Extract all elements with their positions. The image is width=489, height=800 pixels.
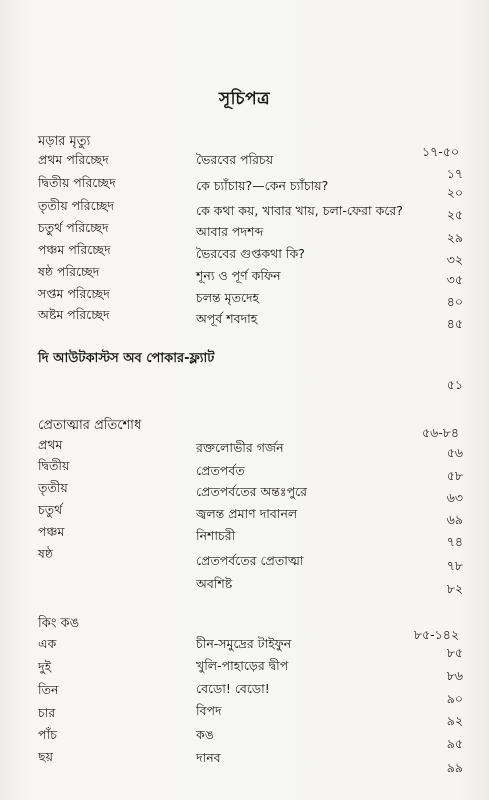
entry-title: অবশিষ্ট	[196, 576, 233, 591]
entry-page: ২০	[446, 185, 463, 200]
section-heading: প্রেতাত্মার প্রতিশোধ	[38, 418, 142, 433]
entry-page: ৪৫	[446, 316, 463, 331]
entry-page: ৫১	[446, 377, 463, 392]
entry-page: ৮৬	[446, 668, 463, 683]
section-page-range: ৫৬-৮৪	[422, 425, 459, 440]
entry-page: ৯০	[446, 691, 463, 706]
entry-title: রক্তলোভীর গর্জন	[196, 440, 284, 455]
entry-title: দানব	[196, 750, 221, 765]
entry-title: বিপদ	[196, 703, 222, 718]
entry-label: দ্বিতীয় পরিচ্ছেদ	[38, 175, 116, 190]
entry-page: ৯৫	[446, 736, 463, 751]
entry-label: প্রথম পরিচ্ছেদ	[38, 152, 109, 167]
entry-label: ছয়	[38, 749, 53, 764]
page-title: সূচিপত্র	[218, 89, 271, 109]
entry-title: খুলি-পাহাড়ের দ্বীপ	[196, 658, 289, 673]
entry-title: প্রেতপর্বতের অন্তঃপুরে	[196, 484, 307, 499]
section-page-range: ৮৫-১৪২	[413, 627, 459, 642]
entry-page: ৩২	[446, 252, 463, 267]
entry-title: কে চ্যাঁচায়?—কেন চ্যাঁচায়?	[196, 178, 329, 193]
entry-page: ৭৮	[446, 558, 463, 573]
entry-title: চীন-সমুদ্রের টাইফুন	[196, 636, 292, 651]
entry-label: ষষ্ঠ পরিচ্ছেদ	[38, 264, 100, 279]
entry-label: তৃতীয়	[38, 480, 68, 495]
entry-label: তিন	[38, 682, 59, 697]
entry-page: ৭৪	[446, 534, 463, 549]
entry-title: জ্বলন্ত প্রমাণ দাবানল	[196, 506, 298, 521]
entry-page: ১৭	[446, 166, 463, 181]
entry-title: কঙ	[196, 727, 214, 742]
entry-label: দুই	[38, 659, 52, 674]
entry-page: ৯২	[446, 713, 463, 728]
entry-page: ৮৫	[446, 645, 463, 660]
entry-page: ৩৫	[446, 272, 463, 287]
entry-label: প্রথম	[38, 437, 63, 452]
entry-page: ৬৯	[446, 512, 463, 527]
entry-page: ৫৬	[446, 445, 463, 460]
entry-label: অষ্টম পরিচ্ছেদ	[38, 307, 110, 322]
entry-title: প্রেতপর্বত	[196, 463, 245, 478]
entry-title: ভৈরবের গুপ্তকথা কি?	[196, 246, 305, 261]
section-heading: মড়ার মৃত্যু	[38, 134, 91, 149]
entry-title: শূন্য ও পূর্ণ কফিন	[196, 268, 281, 283]
entry-label: এক	[38, 636, 57, 651]
entry-page: ৮২	[446, 581, 463, 596]
entry-label: পঞ্চম পরিচ্ছেদ	[38, 242, 111, 257]
entry-page: ২৫	[446, 207, 463, 222]
entry-label: দ্বিতীয়	[38, 458, 70, 473]
entry-title: আবার পদশব্দ	[196, 224, 264, 239]
entry-title: প্রেতপর্বতের প্রেতাত্মা	[196, 553, 304, 568]
section-heading: দি আউটকাস্টস অব পোকার-ফ্ল্যাট	[38, 351, 215, 366]
entry-title: বেডো! বেডো!	[196, 681, 270, 696]
entry-page: ৯৯	[446, 760, 463, 775]
entry-title: চলন্ত মৃতদেহ	[196, 290, 260, 305]
entry-page: ৬৩	[446, 490, 463, 505]
entry-title: ভৈরবের পরিচয়	[196, 152, 274, 167]
entry-label: চতুর্থ পরিচ্ছেদ	[38, 220, 109, 235]
entry-label: চার	[38, 705, 56, 720]
entry-label: তৃতীয় পরিচ্ছেদ	[38, 198, 115, 213]
entry-title: নিশাচরী	[196, 528, 236, 543]
entry-page: ৫৮	[446, 468, 463, 483]
entry-label: চতুর্থ	[38, 502, 63, 517]
entry-title: কে কথা কয়, খাবার খায়, চলা-ফেরা করে?	[196, 203, 403, 218]
entry-label: পাঁচ	[38, 727, 57, 742]
entry-label: পঞ্চম	[38, 524, 65, 539]
entry-title: অপূর্ব শবদাহ	[196, 311, 258, 326]
section-heading: কিং কঙ	[38, 616, 80, 631]
entry-page: ৪০	[446, 294, 463, 309]
entry-label: সপ্তম পরিচ্ছেদ	[38, 286, 110, 301]
section-page-range: ১৭-৫০	[422, 144, 459, 159]
entry-page: ২৯	[446, 230, 463, 245]
entry-label: ষষ্ঠ	[38, 546, 54, 561]
